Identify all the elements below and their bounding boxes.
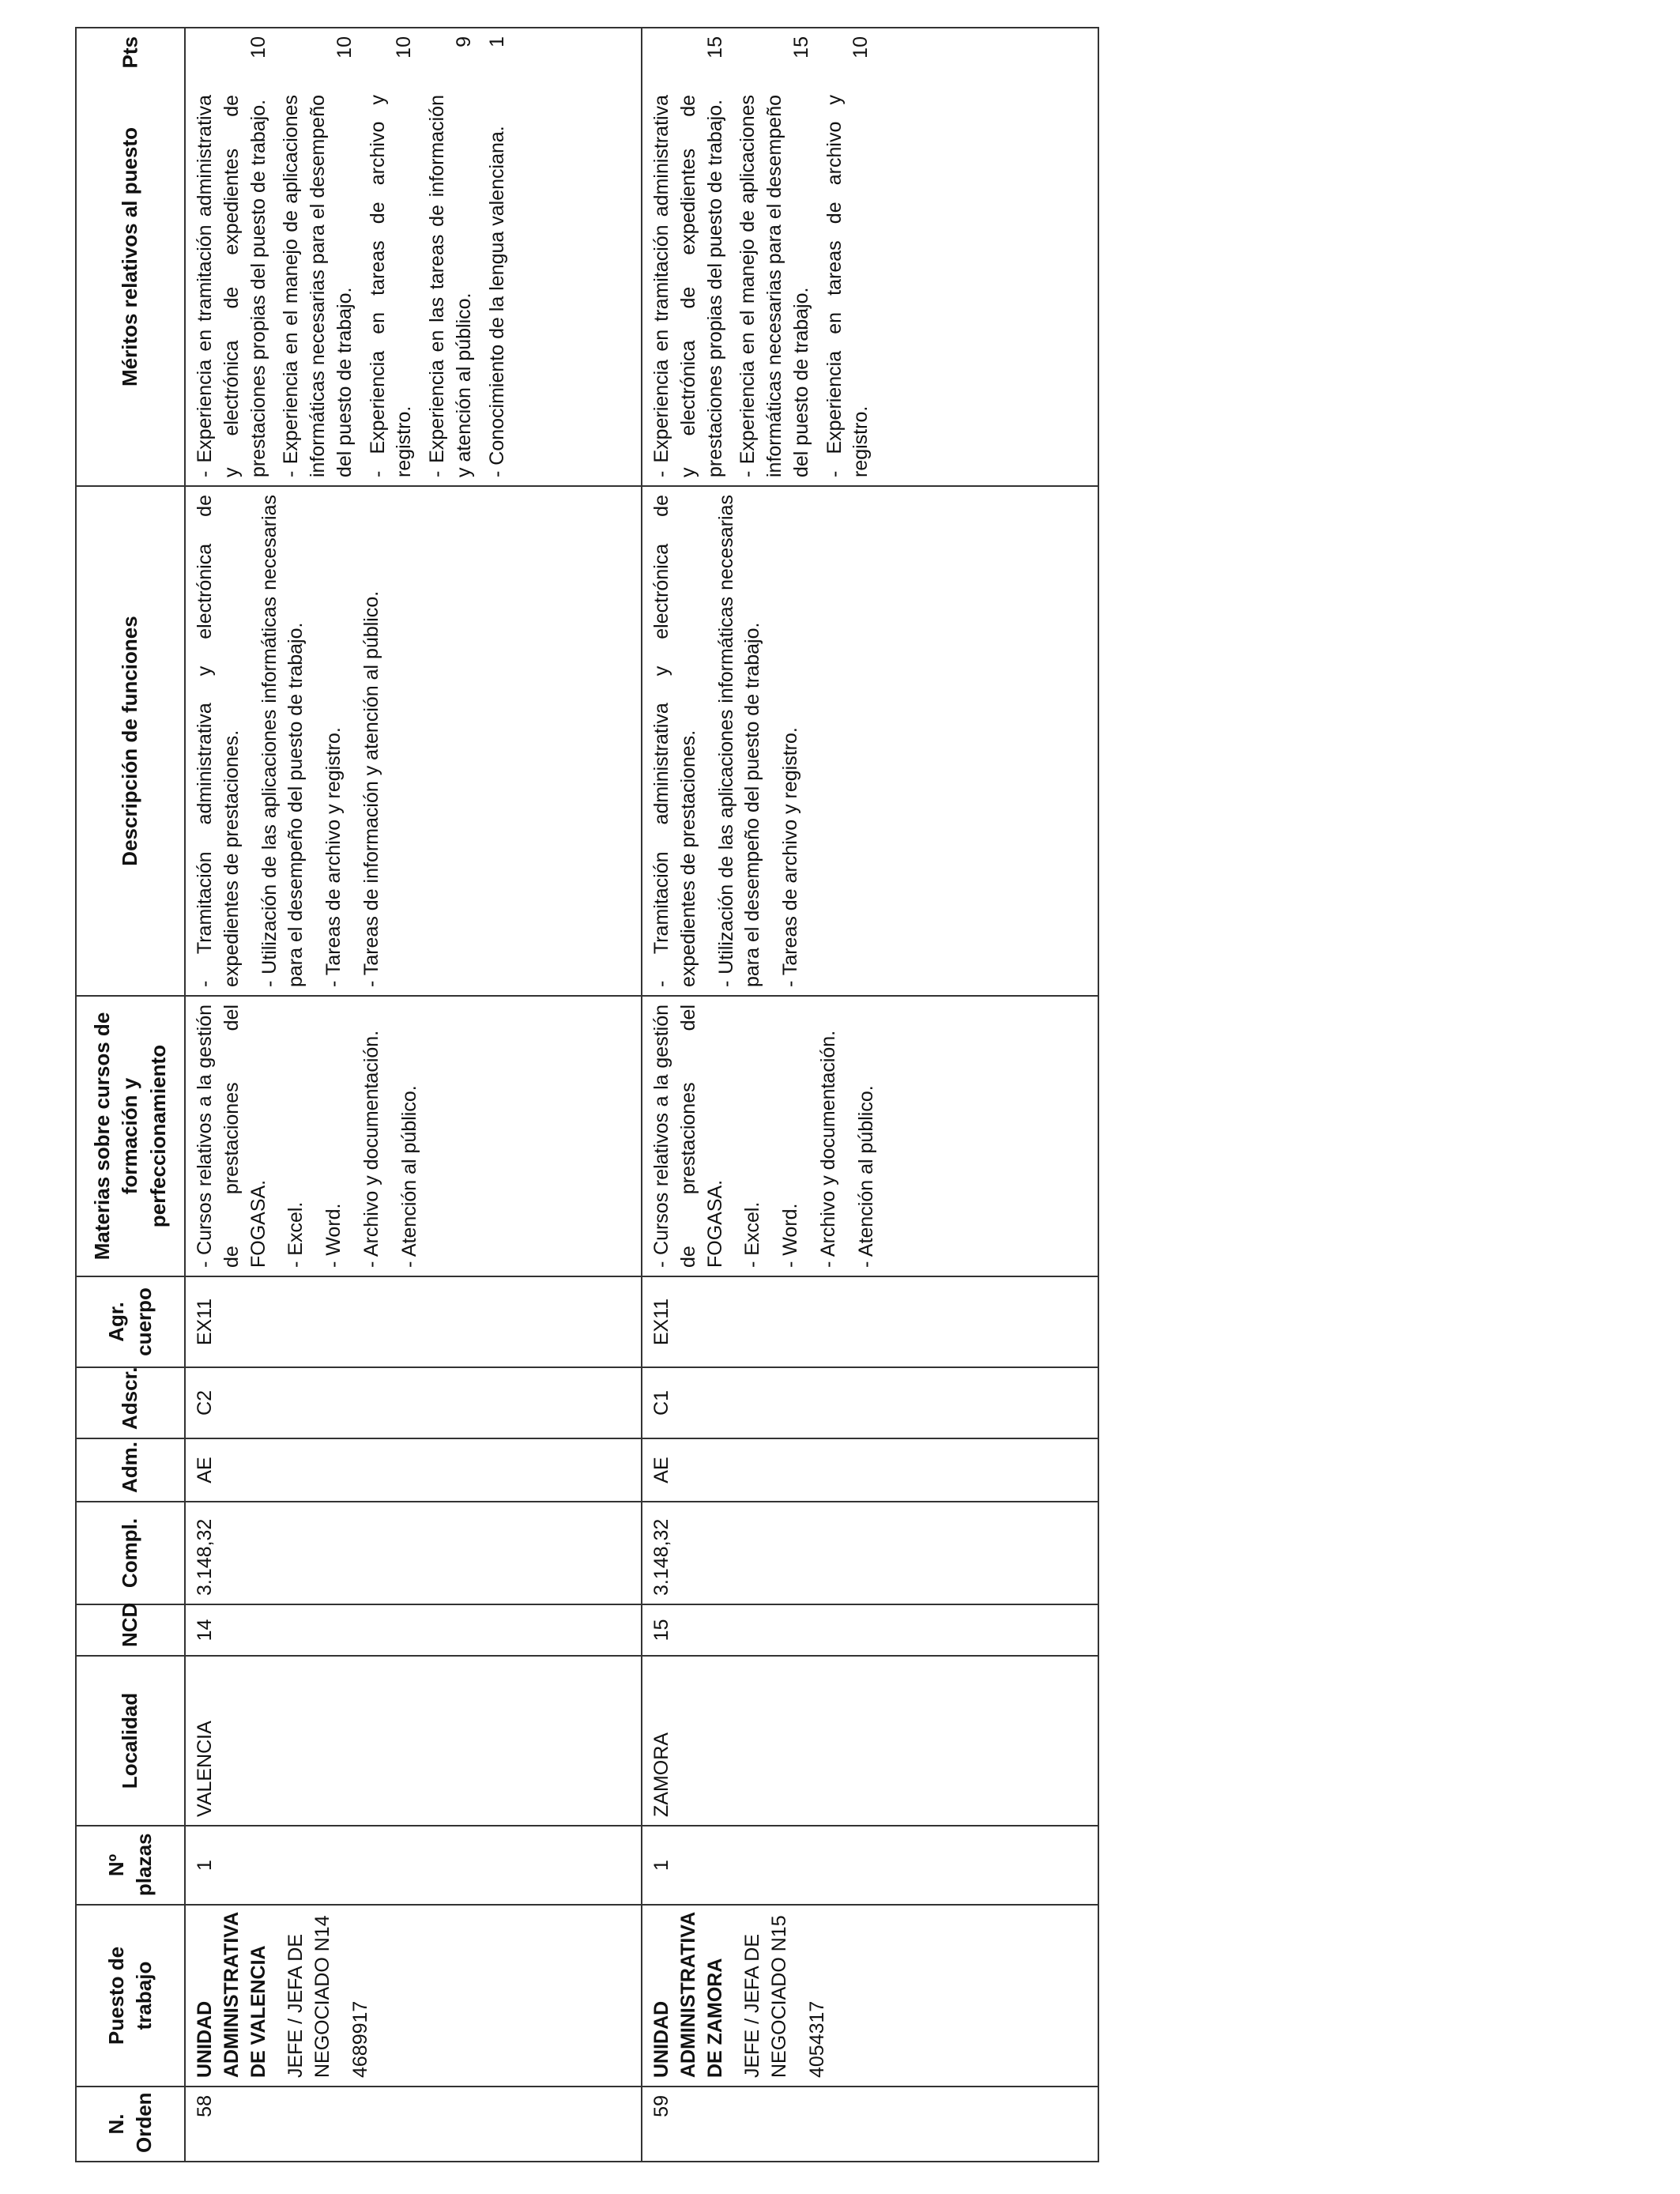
- puesto-name: JEFE / JEFA DE NEGOCIADO N14: [284, 1915, 333, 2078]
- header-plazas: Nº plazas: [76, 1826, 185, 1905]
- plazas-cell: 1: [642, 1826, 1098, 1905]
- adscr-cell: C2: [185, 1367, 642, 1438]
- materia-item: - Atención al público.: [854, 1085, 877, 1268]
- materia-item: - Archivo y documentación.: [816, 1030, 839, 1268]
- agr-cell: EX11: [185, 1276, 642, 1367]
- table-header-row: [76, 28, 185, 2162]
- adm-cell: AE: [185, 1438, 642, 1502]
- materias-cell: [642, 996, 1098, 1276]
- materia-item: - Excel.: [284, 1201, 307, 1268]
- merito-pts: 9: [452, 36, 475, 47]
- ncd-cell: 15: [642, 1604, 1098, 1656]
- funcion-item: - Tareas de información y atención al público.: [360, 590, 382, 987]
- puesto-cell: [185, 1905, 642, 2087]
- compl-cell: 3.148,32: [185, 1502, 642, 1604]
- merito-text: - Experiencia en las tareas de información y atención al público.: [426, 95, 475, 477]
- merito-pts: 15: [789, 36, 812, 58]
- header-agr: Agr. cuerpo: [76, 1276, 185, 1367]
- header-ncd: NCD: [76, 1604, 185, 1656]
- merito-text: - Experiencia en tareas de archivo y registro.: [823, 95, 872, 477]
- header-meritos: [76, 28, 185, 486]
- orden-cell: 58: [185, 2087, 642, 2162]
- materias-cell: [185, 996, 642, 1276]
- merito-item: [649, 36, 729, 477]
- materia-item: - Archivo y documentación.: [360, 1030, 382, 1268]
- funcion-item: - Tareas de archivo y registro.: [779, 727, 801, 987]
- puesto-code: 4054317: [805, 2000, 828, 2078]
- header-compl: Compl.: [76, 1502, 185, 1604]
- materia-item: - Word.: [322, 1203, 345, 1268]
- merito-text: - Experiencia en tareas de archivo y registro.: [366, 95, 416, 477]
- merito-item: [278, 36, 358, 477]
- header-materias: Materias sobre cursos de formación y perfeccionamiento: [76, 996, 185, 1276]
- ncd-cell: 14: [185, 1604, 642, 1656]
- puesto-name: JEFE / JEFA DE NEGOCIADO N15: [741, 1915, 790, 2078]
- materia-item: - Word.: [779, 1203, 801, 1268]
- materia-item: - Atención al público.: [397, 1085, 420, 1268]
- unidad-name: UNIDAD ADMINISTRATIVA DE ZAMORA: [650, 1912, 726, 2078]
- materia-item: - Excel.: [741, 1201, 764, 1268]
- merito-item: [365, 36, 419, 477]
- header-meritos-label: Méritos relativos al puesto: [118, 127, 142, 386]
- merito-pts: 10: [333, 36, 356, 58]
- merito-pts: 10: [393, 36, 416, 58]
- funcion-item: - Tramitación administrativa y electrónica de expedientes de prestaciones.: [194, 495, 243, 987]
- merito-item: [484, 36, 511, 477]
- merito-text: - Experiencia en el manejo de aplicaciones informáticas necesarias para el desempeño del puesto de trabajo.: [280, 95, 356, 477]
- puesto-cell: [642, 1905, 1098, 2087]
- merito-pts: 10: [849, 36, 872, 58]
- merito-item: [735, 36, 815, 477]
- adm-cell: AE: [642, 1438, 1098, 1502]
- localidad-cell: VALENCIA: [185, 1656, 642, 1826]
- header-puesto: Puesto de trabajo: [76, 1905, 185, 2087]
- funcion-item: - Tareas de archivo y registro.: [322, 727, 345, 987]
- header-localidad: Localidad: [76, 1656, 185, 1826]
- adscr-cell: C1: [642, 1367, 1098, 1438]
- funcion-item: - Tramitación administrativa y electrónica de expedientes de prestaciones.: [650, 495, 699, 987]
- orden-cell: 59: [642, 2087, 1098, 2162]
- merito-text: - Conocimiento de la lengua valenciana.: [485, 126, 508, 477]
- header-orden: N. Orden: [76, 2087, 185, 2162]
- merito-item: [822, 36, 876, 477]
- materia-item: - Cursos relativos a la gestión de prestaciones del FOGASA.: [650, 1005, 726, 1268]
- header-funciones: Descripción de funciones: [76, 486, 185, 996]
- merito-pts: 1: [485, 36, 508, 47]
- puesto-code: 4689917: [348, 2000, 371, 2078]
- merito-item: [192, 36, 272, 477]
- job-positions-table: [75, 27, 1099, 2162]
- unidad-name: UNIDAD ADMINISTRATIVA DE VALENCIA: [194, 1912, 269, 2078]
- materia-item: - Cursos relativos a la gestión de prestaciones del FOGASA.: [194, 1005, 269, 1268]
- plazas-cell: 1: [185, 1826, 642, 1905]
- header-pts: Pts: [118, 36, 142, 69]
- funcion-item: - Utilización de las aplicaciones informáticas necesarias para el desempeño del puesto de trabajo.: [714, 495, 764, 987]
- funciones-cell: [185, 486, 642, 996]
- funciones-cell: [642, 486, 1098, 996]
- compl-cell: 3.148,32: [642, 1502, 1098, 1604]
- header-adscr: Adscr.: [76, 1367, 185, 1438]
- meritos-cell: [642, 28, 1098, 486]
- merito-text: - Experiencia en tramitación administrativa y electrónica de expedientes de prestaciones propias del puesto de trabajo.: [650, 95, 726, 477]
- funcion-item: - Utilización de las aplicaciones informáticas necesarias para el desempeño del puesto de trabajo.: [258, 495, 307, 987]
- merito-pts: 10: [247, 36, 269, 58]
- meritos-cell: [185, 28, 642, 486]
- header-adm: Adm.: [76, 1438, 185, 1502]
- localidad-cell: ZAMORA: [642, 1656, 1098, 1826]
- merito-pts: 15: [703, 36, 726, 58]
- merito-text: - Experiencia en el manejo de aplicaciones informáticas necesarias para el desempeño del puesto de trabajo.: [736, 95, 812, 477]
- table-row: [642, 28, 1098, 2162]
- merito-text: - Experiencia en tramitación administrativa y electrónica de expedientes de prestaciones propias del puesto de trabajo.: [194, 95, 269, 477]
- table-row: [185, 28, 642, 2162]
- agr-cell: EX11: [642, 1276, 1098, 1367]
- merito-item: [424, 36, 478, 477]
